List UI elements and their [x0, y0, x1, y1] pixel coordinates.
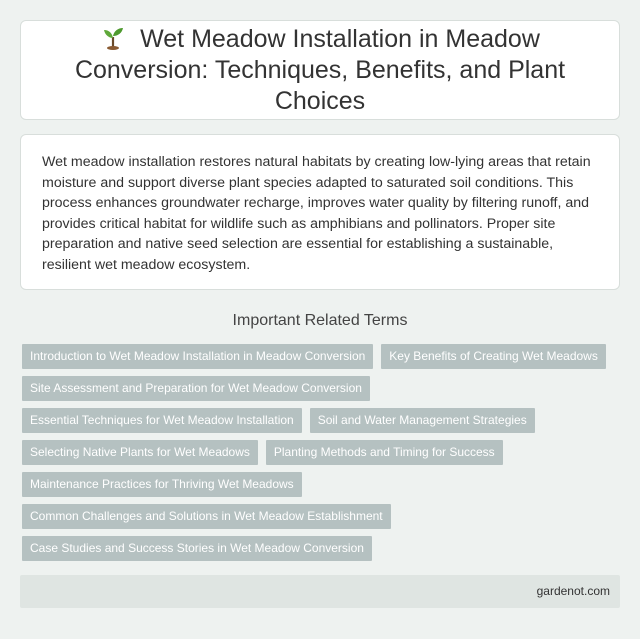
related-term-tag[interactable]: Key Benefits of Creating Wet Meadows: [381, 344, 606, 369]
footer: [20, 575, 620, 608]
related-term-tag[interactable]: Planting Methods and Timing for Success: [266, 440, 503, 465]
page-title: [35, 24, 605, 117]
related-terms-list: [22, 344, 622, 568]
related-term-tag[interactable]: Maintenance Practices for Thriving Wet Meadows: [22, 472, 302, 497]
related-term-tag[interactable]: Selecting Native Plants for Wet Meadows: [22, 440, 258, 465]
header-card: [20, 20, 620, 120]
description-text: Wet meadow installation restores natural habitats by creating low-lying areas that retain moisture and support diverse plant species adapted to saturated soil conditions. This process enhances groundwater recharge, improves water quality by filtering runoff, and provides critical habitat for wildlife such as amphibians and pollinators. Proper site preparation and native seed selection are essential for establishing a sustainable, resilient wet meadow ecosystem.: [42, 154, 591, 273]
related-term-tag[interactable]: Introduction to Wet Meadow Installation in Meadow Conversion: [22, 344, 373, 369]
page-title-text: Wet Meadow Installation in Meadow Conversion: Techniques, Benefits, and Plant Choices: [74, 24, 566, 115]
related-terms-heading: Important Related Terms: [232, 312, 408, 329]
seedling-icon: [100, 24, 126, 50]
related-term-tag[interactable]: Soil and Water Management Strategies: [310, 408, 535, 433]
related-term-tag[interactable]: Essential Techniques for Wet Meadow Installation: [22, 408, 302, 433]
related-term-tag[interactable]: Site Assessment and Preparation for Wet Meadow Conversion: [22, 376, 370, 401]
description-card: [20, 134, 620, 290]
related-term-tag[interactable]: Common Challenges and Solutions in Wet Meadow Establishment: [22, 504, 391, 529]
footer-site-label: gardenot.com: [536, 584, 610, 598]
related-term-tag[interactable]: Case Studies and Success Stories in Wet Meadow Conversion: [22, 536, 372, 561]
